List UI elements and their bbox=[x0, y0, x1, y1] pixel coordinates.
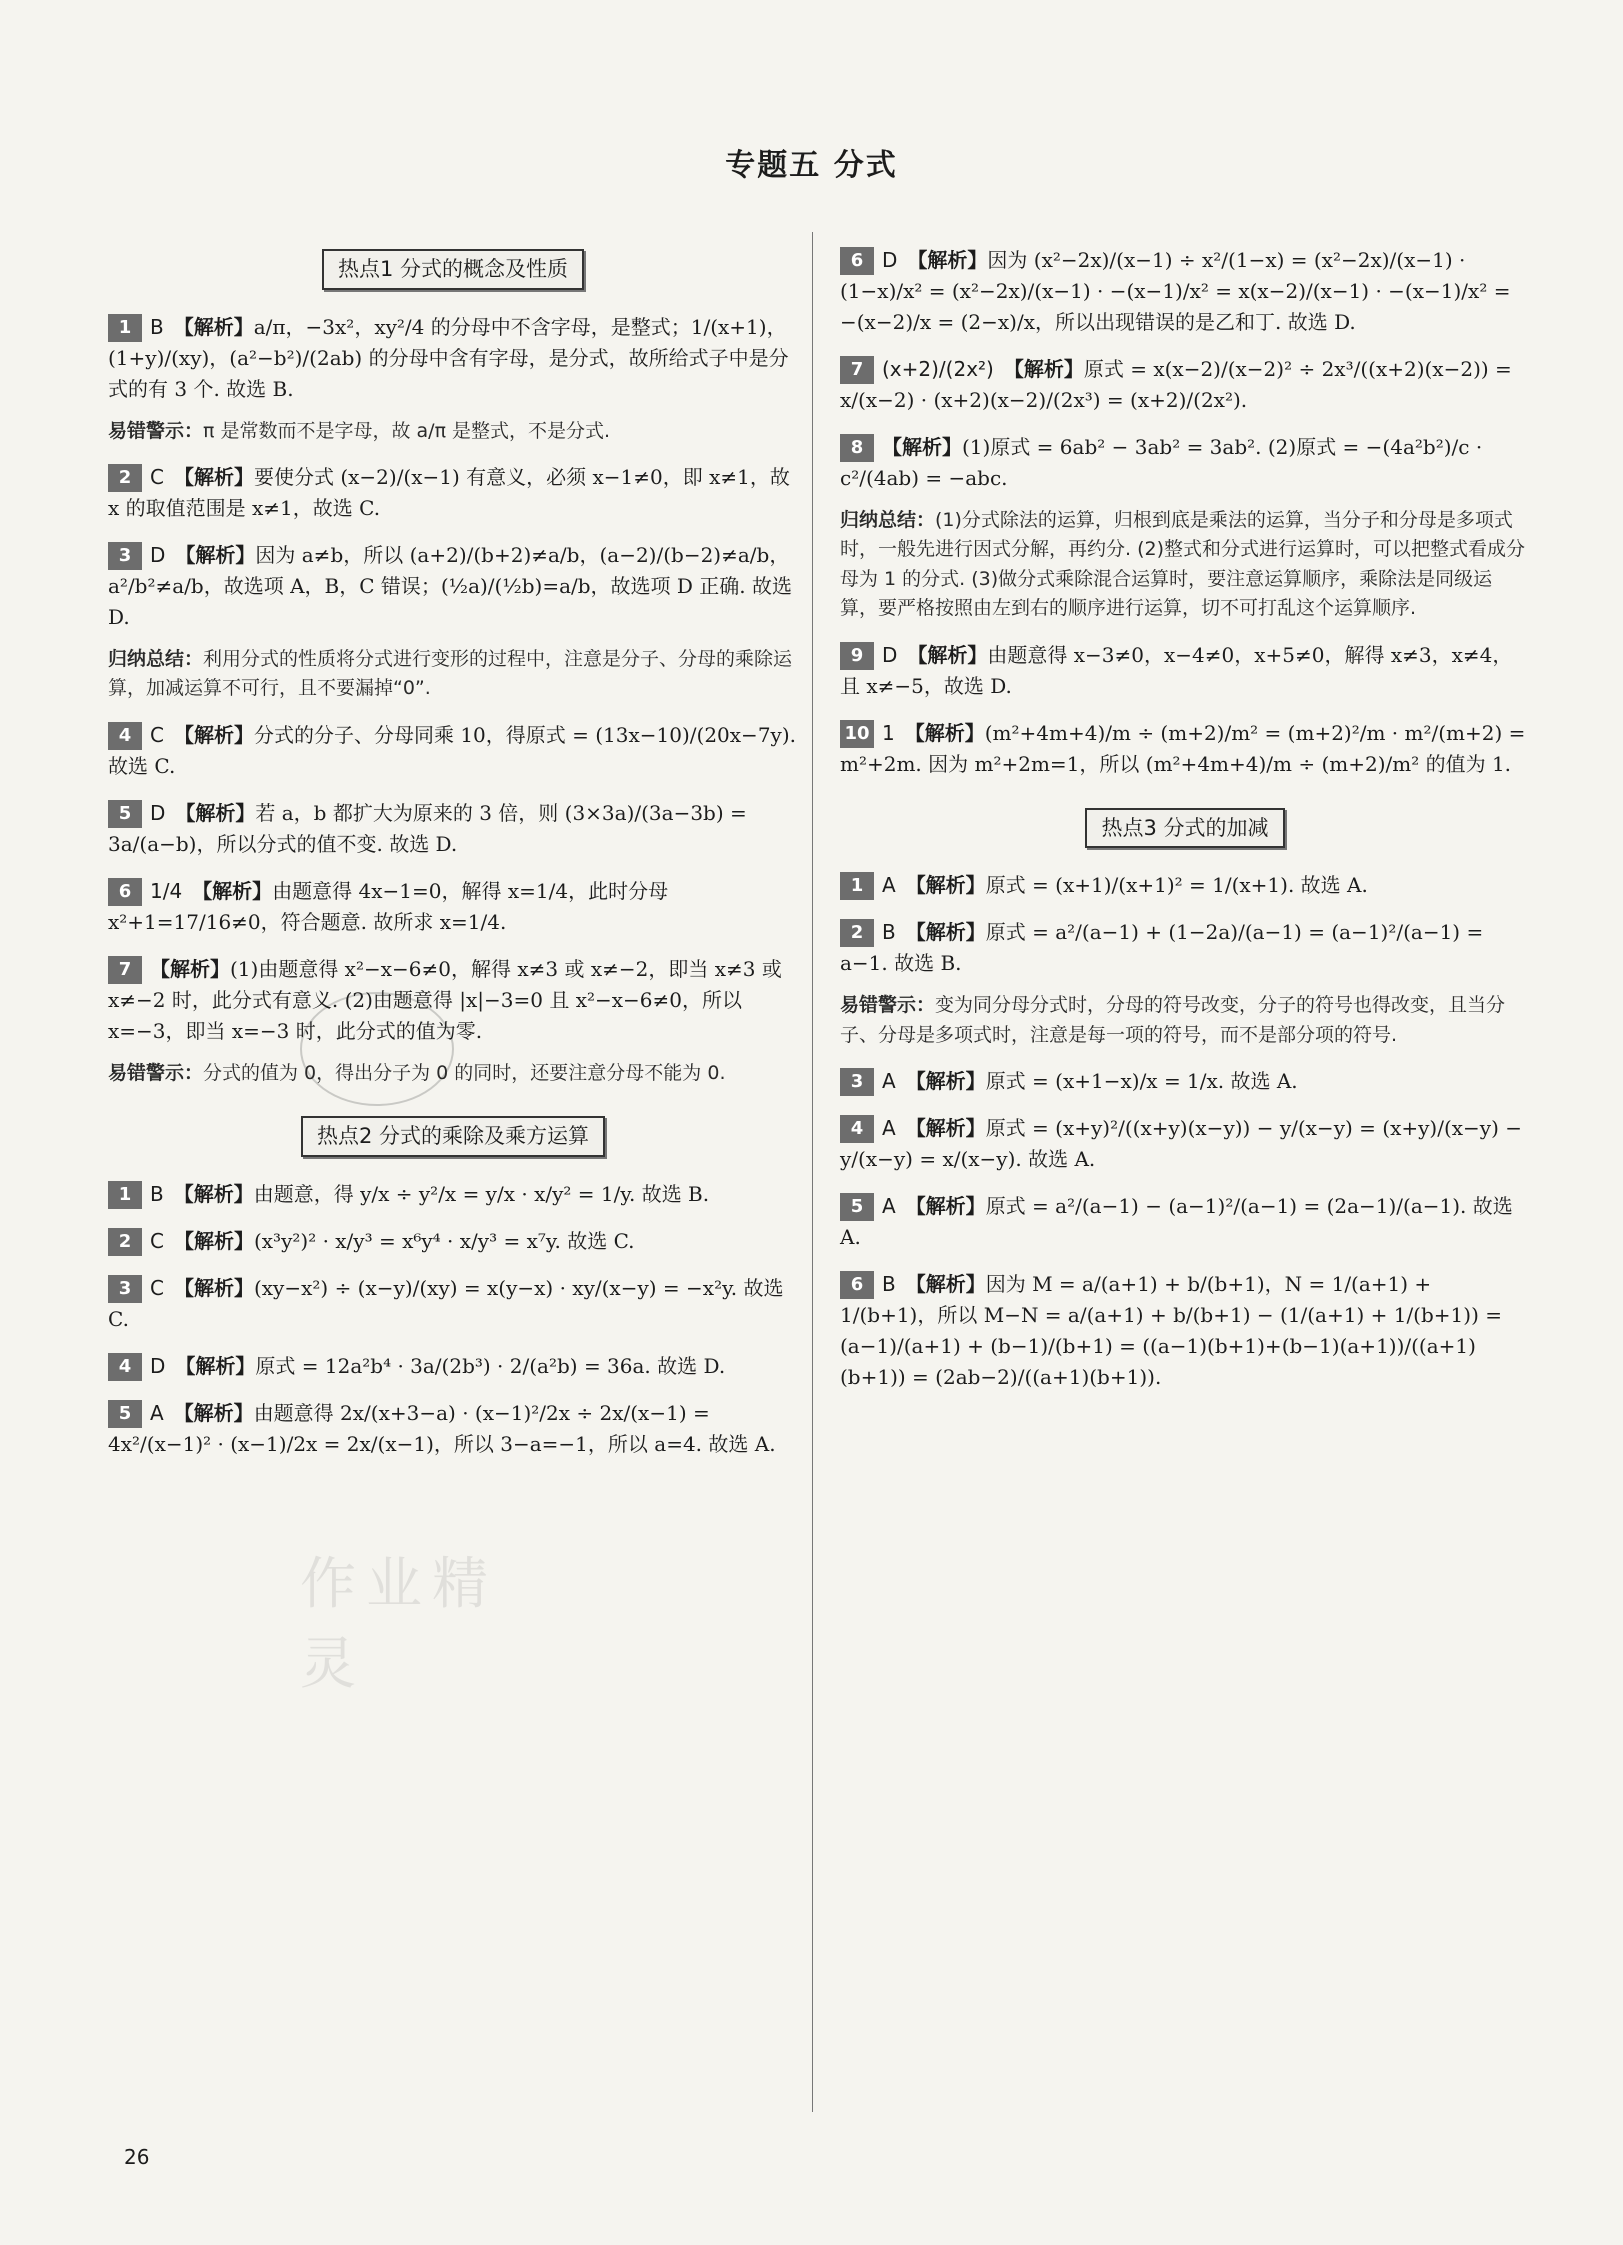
item-number-badge: 7 bbox=[840, 356, 874, 384]
note-text: 分式的值为 0，得出分子为 0 的同时，还要注意分母不能为 0. bbox=[203, 1061, 726, 1084]
note-text: 变为同分母分式时，分母的符号改变，分子的符号也得改变，且当分子、分母是多项式时，注意是每一项的符号，而不是部分项的符号. bbox=[840, 994, 1506, 1046]
answer-choice: D bbox=[882, 642, 898, 667]
note-block bbox=[840, 991, 1530, 1050]
analysis-tag: 【解析】 bbox=[904, 720, 985, 745]
answer-item bbox=[108, 540, 798, 633]
item-number-badge: 2 bbox=[108, 464, 142, 492]
answer-item bbox=[840, 245, 1530, 338]
analysis-tag: 【解析】 bbox=[882, 435, 962, 459]
item-number-badge: 6 bbox=[840, 247, 874, 275]
section-heading bbox=[108, 1116, 798, 1157]
item-number-badge: 8 bbox=[840, 434, 874, 462]
answer-item bbox=[840, 1066, 1530, 1097]
answer-item bbox=[840, 354, 1530, 416]
item-number-badge: 3 bbox=[108, 1275, 142, 1303]
watermark: 作业精灵 bbox=[300, 1552, 498, 1697]
section-heading-label: 热点2 分式的乘除及乘方运算 bbox=[301, 1116, 605, 1157]
item-number-badge: 5 bbox=[108, 800, 142, 828]
item-number-badge: 5 bbox=[840, 1193, 874, 1221]
analysis-text: 由题意，得 y/x ÷ y²/x = y/x · x/y² = 1/y. 故选 B. bbox=[253, 1181, 710, 1206]
analysis-text: 因为 a≠b，所以 (a+2)/(b+2)≠a/b，(a−2)/(b−2)≠a/b，a²/b²≠a/b，故选项 A，B，C 错误；(½a)/(½b)=a/b，故选项 D 正确. 故选 D. bbox=[108, 542, 793, 629]
analysis-tag: 【解析】 bbox=[905, 1272, 986, 1297]
answer-item bbox=[108, 1351, 798, 1382]
analysis-tag: 【解析】 bbox=[173, 1181, 254, 1206]
analysis-text: (x³y²)² · x/y³ = x⁶y⁴ · x/y³ = x⁷y. 故选 C. bbox=[253, 1228, 635, 1253]
analysis-text: 要使分式 (x−2)/(x−1) 有意义，必须 x−1≠0，即 x≠1，故 x 的取值范围是 x≠1，故选 C. bbox=[108, 464, 790, 520]
answer-item bbox=[840, 640, 1530, 702]
left-column bbox=[108, 245, 798, 1476]
answer-choice: C bbox=[150, 722, 164, 747]
item-number-badge: 3 bbox=[108, 542, 142, 570]
answer-choice: A bbox=[150, 1400, 164, 1425]
answer-choice: D bbox=[150, 800, 166, 825]
analysis-tag: 【解析】 bbox=[907, 642, 988, 667]
note-label: 易错警示： bbox=[108, 419, 204, 442]
analysis-tag: 【解析】 bbox=[173, 464, 254, 489]
answer-choice: C bbox=[150, 1275, 164, 1300]
column-divider bbox=[812, 232, 813, 2112]
item-number-badge: 10 bbox=[840, 720, 874, 748]
analysis-tag: 【解析】 bbox=[192, 878, 273, 903]
note-block bbox=[108, 417, 798, 446]
answer-choice: A bbox=[882, 873, 896, 898]
analysis-tag: 【解析】 bbox=[1003, 357, 1084, 381]
answer-item bbox=[840, 917, 1530, 979]
answer-choice: D bbox=[150, 1353, 166, 1378]
answer-choice: B bbox=[882, 1272, 896, 1297]
answer-item bbox=[108, 312, 798, 405]
item-number-badge: 6 bbox=[108, 878, 142, 906]
analysis-text: 由题意得 2x/(x+3−a) · (x−1)²/2x ÷ 2x/(x−1) = 4x²/(x−1)² · (x−1)/2x = 2x/(x−1)，所以 3−a=−1，所以 a=4. 故选 A. bbox=[108, 1400, 776, 1456]
item-number-badge: 2 bbox=[840, 919, 874, 947]
analysis-text: (1)由题意得 x²−x−6≠0，解得 x≠3 或 x≠−2，即当 x≠3 或 x≠−2 时，此分式有意义. (2)由题意得 |x|−3=0 且 x²−x−6≠0，所以 x=−3，即当 x=−3 时，此分式的值为零. bbox=[108, 956, 782, 1043]
page-title: 专题五 分式 bbox=[725, 148, 898, 183]
analysis-tag: 【解析】 bbox=[173, 1400, 254, 1425]
answer-item bbox=[840, 1269, 1530, 1393]
analysis-text: 原式 = (x+1−x)/x = 1/x. 故选 A. bbox=[985, 1069, 1298, 1094]
analysis-text: 若 a，b 都扩大为原来的 3 倍，则 (3×3a)/(3a−3b) = 3a/(a−b)，所以分式的值不变. 故选 D. bbox=[108, 800, 747, 856]
item-number-badge: 6 bbox=[840, 1271, 874, 1299]
analysis-tag: 【解析】 bbox=[907, 248, 988, 272]
analysis-text: (1)原式 = 6ab² − 3ab² = 3ab². (2)原式 = −(4a²b²)/c · c²/(4ab) = −abc. bbox=[840, 435, 1483, 490]
answer-item bbox=[108, 1273, 798, 1335]
item-number-badge: 1 bbox=[108, 1181, 142, 1209]
analysis-tag: 【解析】 bbox=[905, 1069, 986, 1094]
analysis-tag: 【解析】 bbox=[173, 1228, 254, 1253]
answer-choice: C bbox=[150, 464, 164, 489]
answer-choice: A bbox=[882, 1194, 896, 1219]
analysis-text: 原式 = (x+y)²/((x+y)(x−y)) − y/(x−y) = (x+y)/(x−y) − y/(x−y) = x/(x−y). 故选 A. bbox=[840, 1116, 1523, 1172]
item-number-badge: 2 bbox=[108, 1228, 142, 1256]
answer-item bbox=[108, 1398, 798, 1460]
note-label: 易错警示： bbox=[108, 1061, 204, 1084]
answer-item bbox=[840, 870, 1530, 901]
answer-item bbox=[108, 798, 798, 860]
answer-item bbox=[840, 1113, 1530, 1175]
analysis-text: 由题意得 x−3≠0，x−4≠0，x+5≠0，解得 x≠3，x≠4，且 x≠−5，故选 D. bbox=[840, 642, 1513, 698]
item-number-badge: 3 bbox=[840, 1068, 874, 1096]
analysis-text: 因为 (x²−2x)/(x−1) ÷ x²/(1−x) = (x²−2x)/(x−1) · (1−x)/x² = (x²−2x)/(x−1) · −(x−1)/x² = x(x−2)/(x−1) · −(x−1)/x² = −(x−2)/x = (2−x)/x，所以出现错误的是乙和丁. 故选 D. bbox=[840, 248, 1511, 334]
analysis-text: 原式 = 12a²b⁴ · 3a/(2b³) · 2/(a²b) = 36a. 故选 D. bbox=[255, 1353, 726, 1378]
item-number-badge: 1 bbox=[108, 314, 142, 342]
answer-choice: 1 bbox=[882, 720, 895, 745]
item-number-badge: 7 bbox=[108, 956, 142, 984]
analysis-tag: 【解析】 bbox=[905, 920, 986, 945]
analysis-tag: 【解析】 bbox=[175, 1353, 256, 1378]
answer-item bbox=[108, 1226, 798, 1257]
note-label: 归纳总结： bbox=[108, 647, 204, 670]
right-column bbox=[840, 245, 1530, 1409]
answer-choice: (x+2)/(2x²) bbox=[882, 357, 994, 381]
analysis-text: (xy−x²) ÷ (x−y)/(xy) = x(y−x) · xy/(x−y) = −x²y. 故选 C. bbox=[108, 1275, 784, 1331]
analysis-text: 由题意得 4x−1=0，解得 x=1/4，此时分母 x²+1=17/16≠0，符合题意. 故所求 x=1/4. bbox=[108, 878, 669, 934]
analysis-text: 原式 = a²/(a−1) − (a−1)²/(a−1) = (2a−1)/(a−1). 故选 A. bbox=[840, 1194, 1513, 1250]
section-heading-label: 热点3 分式的加减 bbox=[1085, 808, 1284, 849]
section-heading bbox=[840, 808, 1530, 849]
answer-choice: B bbox=[882, 920, 896, 945]
analysis-text: 因为 M = a/(a+1) + b/(b+1)，N = 1/(a+1) + 1/(b+1)，所以 M−N = a/(a+1) + b/(b+1) − (1/(a+1) + 1/(b+1)) = (a−1)/(a+1) + (b−1)/(b+1) = ((a−1)(b+1)+(b−1)(a+1))/((a+1)(b+1)) = (2ab−2)/((a+1)(b+1)). bbox=[840, 1272, 1502, 1390]
item-number-badge: 5 bbox=[108, 1400, 142, 1428]
note-text: π 是常数而不是字母，故 a/π 是整式，不是分式. bbox=[203, 419, 611, 442]
analysis-text: a/π，−3x²，xy²/4 的分母中不含字母，是整式；1/(x+1)，(1+y)/(xy)，(a²−b²)/(2ab) 的分母中含有字母，是分式，故所给式子中是分式的有 3 个. 故选 B. bbox=[108, 314, 789, 401]
note-block bbox=[108, 645, 798, 704]
section-heading bbox=[108, 249, 798, 290]
answer-item bbox=[108, 1179, 798, 1210]
note-label: 归纳总结： bbox=[840, 509, 936, 531]
item-number-badge: 1 bbox=[840, 872, 874, 900]
item-number-badge: 9 bbox=[840, 642, 874, 670]
analysis-tag: 【解析】 bbox=[175, 542, 256, 567]
analysis-text: 原式 = x(x−2)/(x−2)² ÷ 2x³/((x+2)(x−2)) = x/(x−2) · (x+2)(x−2)/(2x³) = (x+2)/(2x²). bbox=[840, 357, 1512, 412]
answer-item bbox=[840, 718, 1530, 780]
analysis-tag: 【解析】 bbox=[175, 800, 256, 825]
analysis-tag: 【解析】 bbox=[173, 1275, 254, 1300]
answer-choice: B bbox=[150, 314, 164, 339]
page-number: 26 bbox=[124, 2145, 150, 2169]
analysis-tag: 【解析】 bbox=[905, 1194, 986, 1219]
analysis-text: 原式 = a²/(a−1) + (1−2a)/(a−1) = (a−1)²/(a−1) = a−1. 故选 B. bbox=[840, 920, 1484, 976]
note-text: (1)分式除法的运算，归根到底是乘法的运算，当分子和分母是多项式时，一般先进行因式分解，再约分. (2)整式和分式进行运算时，可以把整式看成分母为 1 的分式. (3)做分式乘除混合运算时，要注意运算顺序，乘除法是同级运算，要严格按照由左到右的顺序进行运算，切不可打乱这个运算顺序. bbox=[840, 509, 1525, 620]
analysis-tag: 【解析】 bbox=[173, 314, 254, 339]
note-label: 易错警示： bbox=[840, 994, 936, 1017]
answer-item bbox=[108, 954, 798, 1047]
analysis-text: 原式 = (x+1)/(x+1)² = 1/(x+1). 故选 A. bbox=[985, 873, 1368, 898]
analysis-tag: 【解析】 bbox=[150, 956, 230, 981]
item-number-badge: 4 bbox=[108, 722, 142, 750]
answer-choice: 1/4 bbox=[150, 878, 183, 903]
analysis-text: 分式的分子、分母同乘 10，得原式 = (13x−10)/(20x−7y). 故选 C. bbox=[108, 722, 796, 778]
answer-choice: B bbox=[150, 1181, 164, 1206]
answer-item bbox=[840, 432, 1530, 494]
section-heading-label: 热点1 分式的概念及性质 bbox=[322, 249, 584, 290]
analysis-text: (m²+4m+4)/m ÷ (m+2)/m² = (m+2)²/m · m²/(m+2) = m²+2m. 因为 m²+2m=1，所以 (m²+4m+4)/m ÷ (m+2)/m² 的值为 1. bbox=[840, 720, 1526, 776]
answer-choice: A bbox=[882, 1116, 896, 1141]
answer-choice: A bbox=[882, 1069, 896, 1094]
answer-choice: D bbox=[882, 248, 898, 272]
answer-choice: D bbox=[150, 542, 166, 567]
analysis-tag: 【解析】 bbox=[173, 722, 254, 747]
note-block bbox=[108, 1059, 798, 1088]
item-number-badge: 4 bbox=[840, 1115, 874, 1143]
analysis-tag: 【解析】 bbox=[905, 1116, 986, 1141]
answer-item bbox=[108, 876, 798, 938]
answer-choice: C bbox=[150, 1228, 164, 1253]
item-number-badge: 4 bbox=[108, 1353, 142, 1381]
answer-item bbox=[108, 462, 798, 524]
answer-item bbox=[840, 1191, 1530, 1253]
answer-item bbox=[108, 720, 798, 782]
note-block bbox=[840, 506, 1530, 624]
analysis-tag: 【解析】 bbox=[905, 873, 986, 898]
note-text: 利用分式的性质将分式进行变形的过程中，注意是分子、分母的乘除运算，加减运算不可行，且不要漏掉“0”. bbox=[108, 647, 793, 700]
